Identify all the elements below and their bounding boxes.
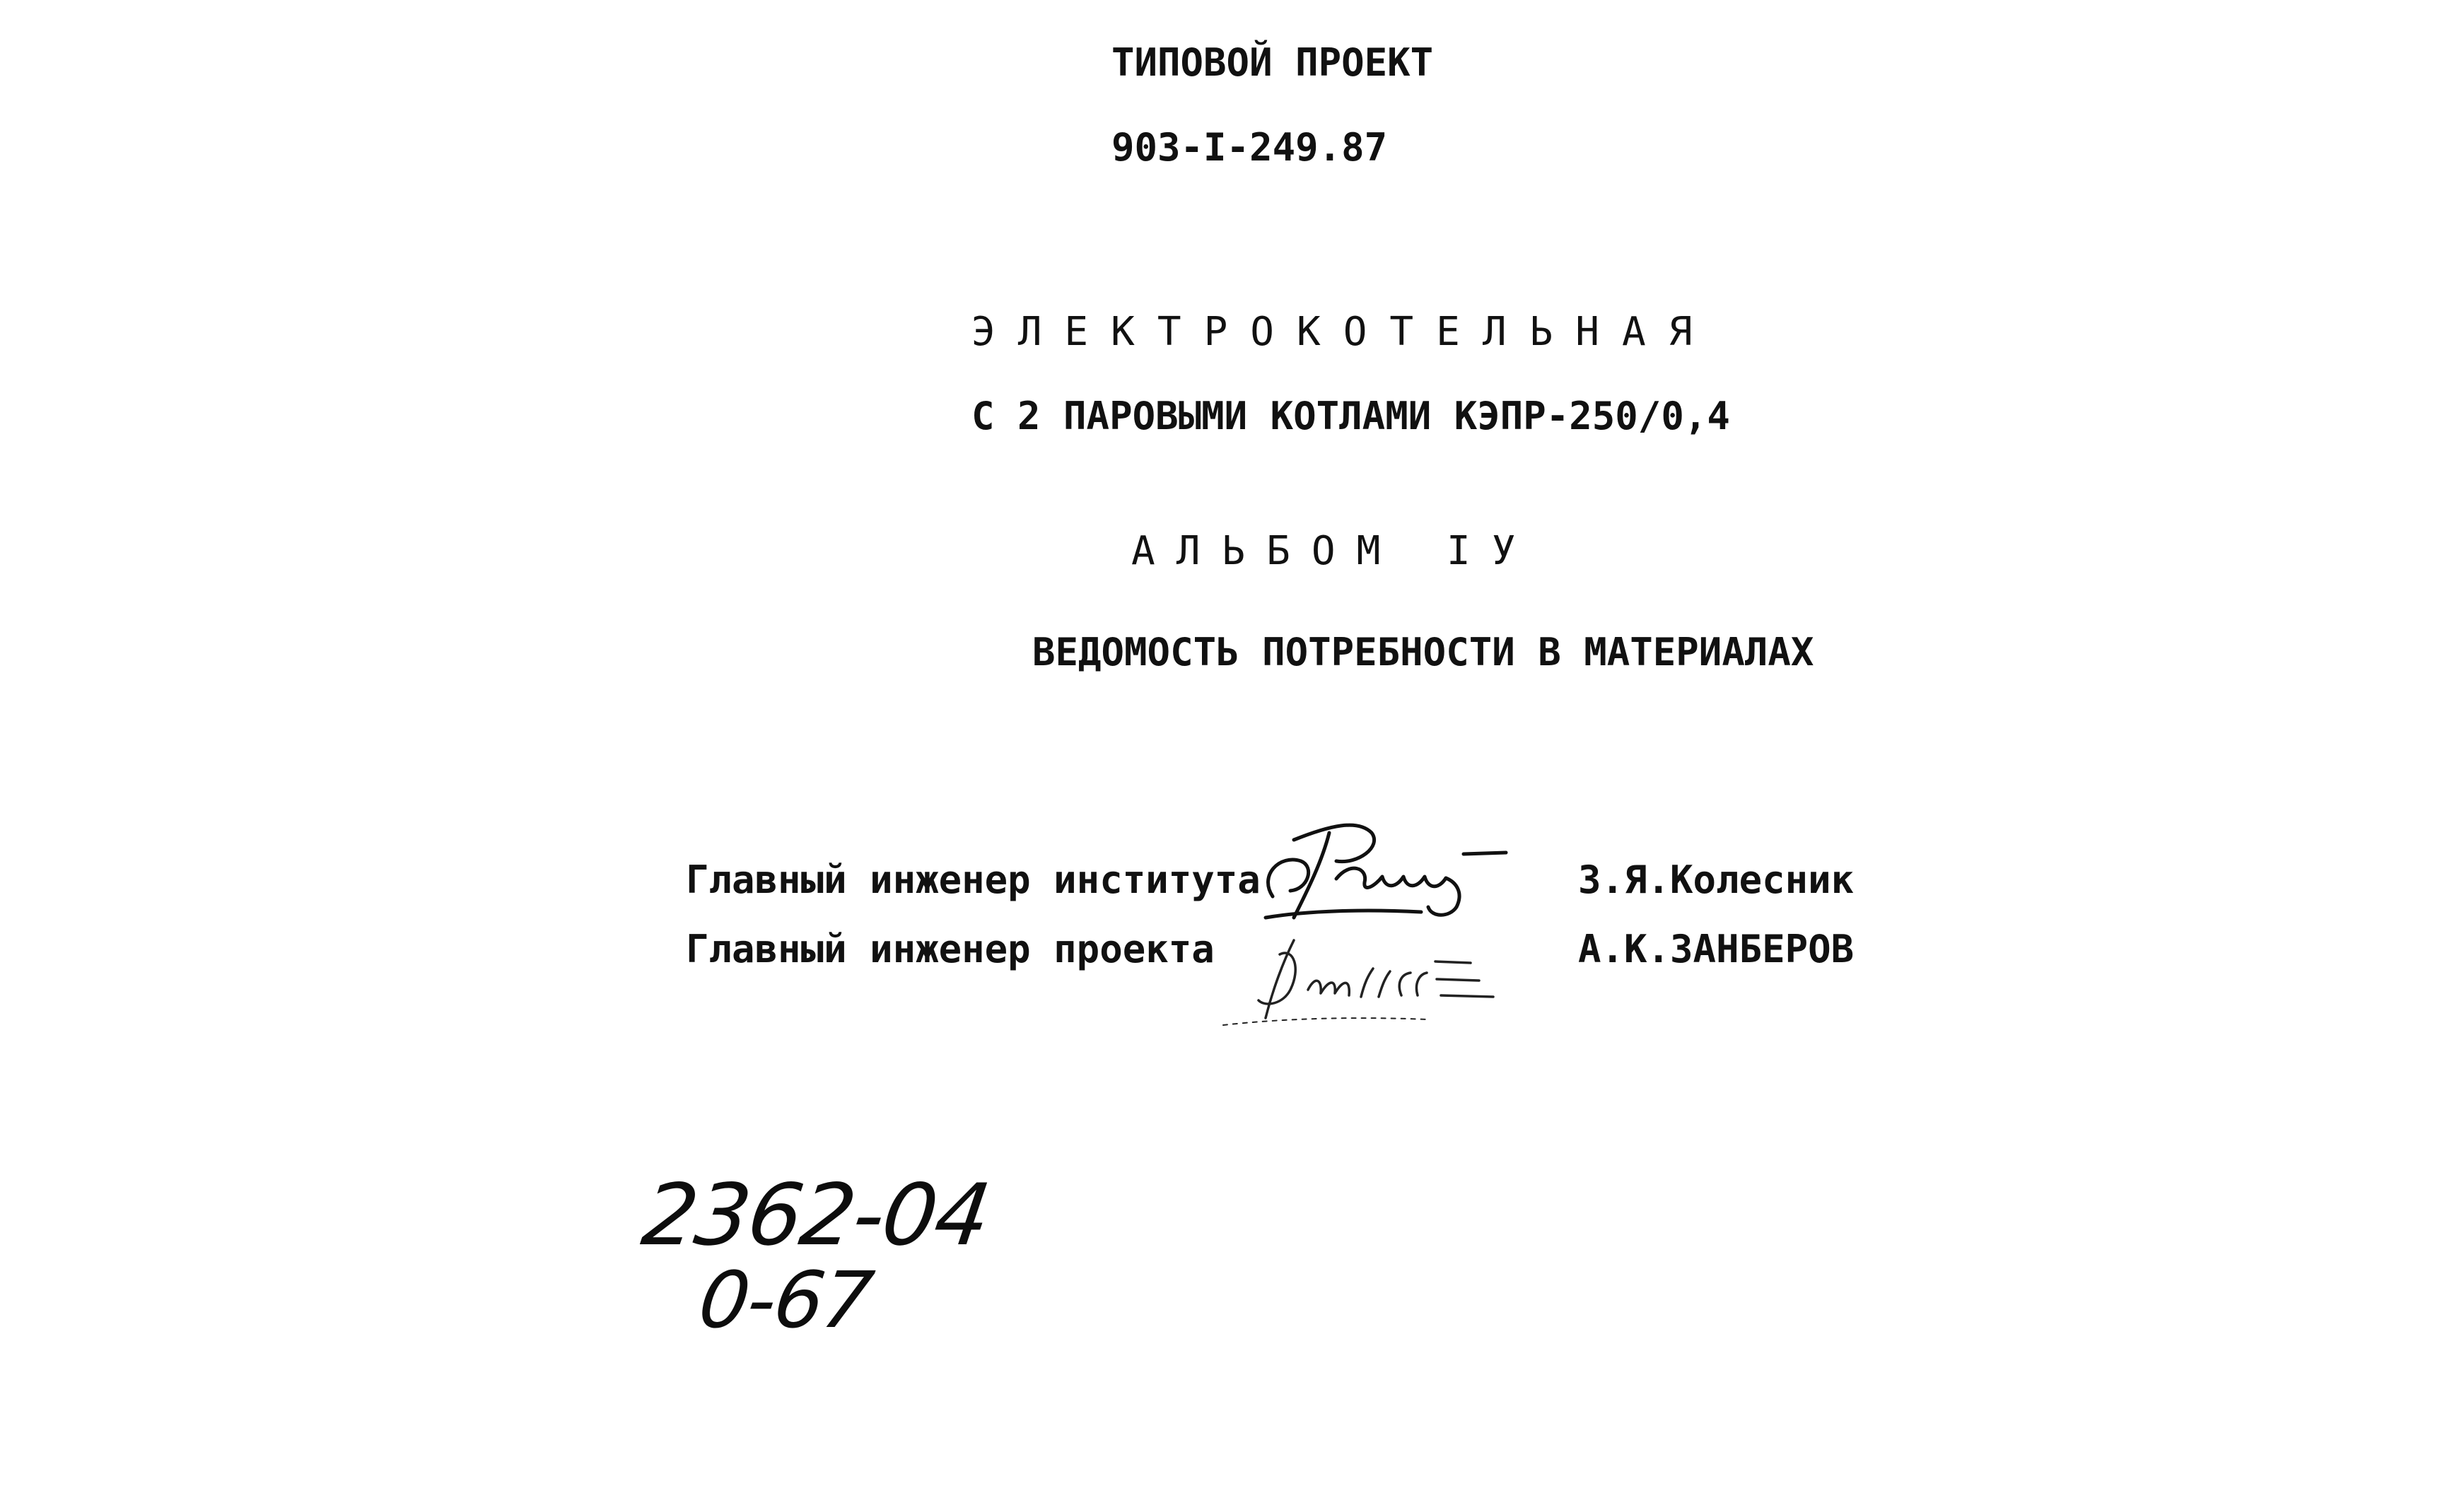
signatory-role: Главный инженер проекта — [686, 927, 1215, 971]
document-title: ЭЛЕКТРОКОТЕЛЬНАЯ — [971, 309, 1715, 355]
signature-zanberov — [1216, 912, 1513, 1039]
project-type: ТИПОВОЙ ПРОЕКТ — [1111, 40, 1434, 85]
signatory-name: А.К.ЗАНБЕРОВ — [1578, 927, 1855, 971]
signatory-role: Главный инженер института — [686, 858, 1261, 902]
signatory-name: З.Я.Колесник — [1578, 858, 1855, 902]
project-number: 903-I-249.87 — [1111, 125, 1388, 170]
handwritten-code-line-2: 0-67 — [694, 1255, 877, 1345]
album-label: АЛЬБОМ IУ — [1131, 528, 1537, 574]
handwritten-code-line-1: 2362-04 — [636, 1166, 995, 1265]
album-description: ВЕДОМОСТЬ ПОТРЕБНОСТИ В МАТЕРИАЛАХ — [1032, 630, 1814, 674]
document-subtitle: С 2 ПАРОВЫМИ КОТЛАМИ КЭПР-250/0,4 — [971, 394, 1730, 438]
